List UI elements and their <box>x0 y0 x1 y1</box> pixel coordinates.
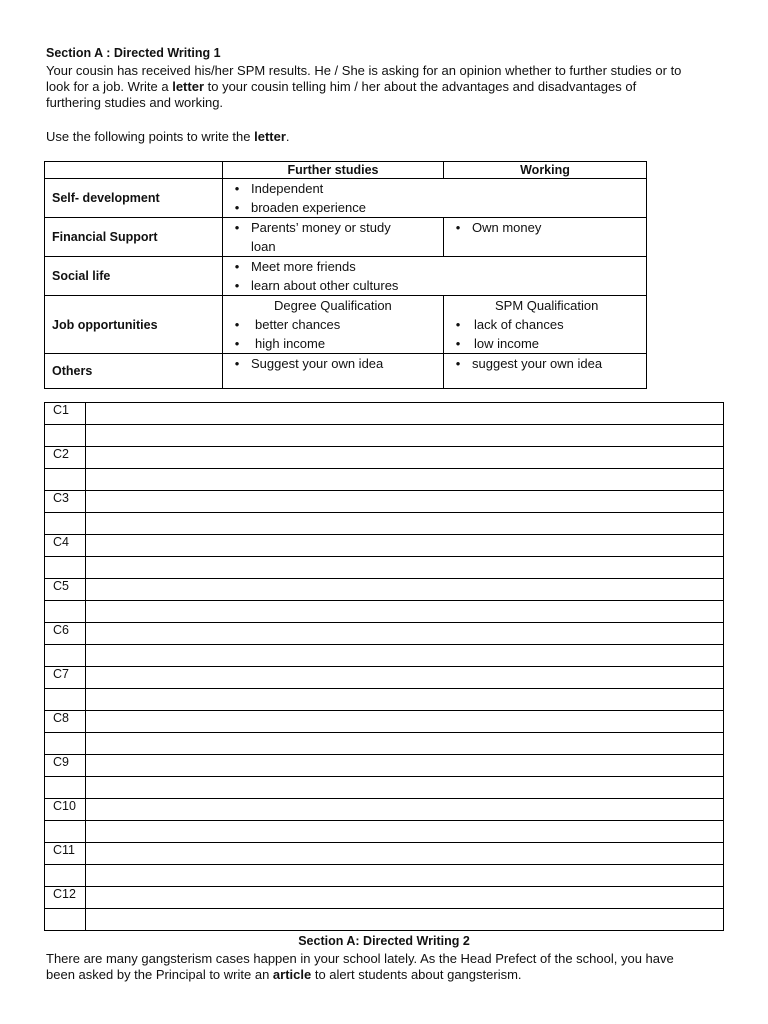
code-label: C12 <box>45 887 86 909</box>
answer-cell[interactable] <box>86 843 724 865</box>
code-label: C5 <box>45 579 86 601</box>
further-cell: Degree Qualification • better chances • high income <box>223 296 444 354</box>
points-row <box>45 257 647 296</box>
coding-row-blank <box>45 513 724 535</box>
code-blank-cell <box>45 689 86 711</box>
points-row <box>45 354 647 389</box>
header-working: Working <box>444 162 647 179</box>
answer-cell[interactable] <box>86 469 724 491</box>
code-blank-cell <box>45 469 86 491</box>
further-cell: • Meet more friends • learn about other cultures <box>223 257 647 296</box>
code-blank-cell <box>45 733 86 755</box>
answer-cell[interactable] <box>86 755 724 777</box>
working-cell: • suggest your own idea <box>444 354 647 389</box>
code-label: C9 <box>45 755 86 777</box>
coding-row-blank <box>45 821 724 843</box>
code-label: C3 <box>45 491 86 513</box>
coding-row-blank <box>45 689 724 711</box>
code-label: C2 <box>45 447 86 469</box>
row-label: Others <box>45 354 223 389</box>
answer-cell[interactable] <box>86 865 724 887</box>
answer-cell[interactable] <box>86 799 724 821</box>
section2-line-1: There are many gangsterism cases happen in your school lately. As the Head Prefect of the school, you have <box>46 951 674 966</box>
further-cell: • Independent • broaden experience <box>223 179 647 218</box>
answer-cell[interactable] <box>86 601 724 623</box>
coding-row <box>45 447 724 469</box>
coding-row <box>45 623 724 645</box>
section1-intro <box>46 63 736 111</box>
answer-cell[interactable] <box>86 887 724 909</box>
coding-row <box>45 491 724 513</box>
coding-row-blank <box>45 733 724 755</box>
section2-line-2: been asked by the Principal to write an article to alert students about gangsterism. <box>46 967 522 982</box>
coding-row <box>45 799 724 821</box>
answer-cell[interactable] <box>86 491 724 513</box>
answer-cell[interactable] <box>86 821 724 843</box>
answer-cell[interactable] <box>86 667 724 689</box>
section1-instruction: Use the following points to write the letter. <box>46 129 290 144</box>
coding-row-blank <box>45 557 724 579</box>
coding-row <box>45 887 724 909</box>
coding-table <box>44 402 724 931</box>
row-label: Self- development <box>45 179 223 218</box>
coding-row-blank <box>45 469 724 491</box>
code-blank-cell <box>45 557 86 579</box>
answer-cell[interactable] <box>86 403 724 425</box>
answer-cell[interactable] <box>86 447 724 469</box>
coding-row <box>45 579 724 601</box>
coding-row <box>45 843 724 865</box>
points-row <box>45 218 647 257</box>
coding-row-blank <box>45 865 724 887</box>
coding-row-blank <box>45 909 724 931</box>
answer-cell[interactable] <box>86 711 724 733</box>
code-blank-cell <box>45 821 86 843</box>
answer-cell[interactable] <box>86 623 724 645</box>
intro-line-2: look for a job. Write a letter to your cousin telling him / her about the advantages and disadvantages of <box>46 79 637 94</box>
code-label: C11 <box>45 843 86 865</box>
further-cell: • Parents’ money or study loan <box>223 218 444 257</box>
answer-cell[interactable] <box>86 909 724 931</box>
intro-line-1: Your cousin has received his/her SPM results. He / She is asking for an opinion whether to further studies or to <box>46 63 682 78</box>
section1-heading: Section A : Directed Writing 1 <box>46 46 221 60</box>
further-cell: • Suggest your own idea <box>223 354 444 389</box>
answer-cell[interactable] <box>86 777 724 799</box>
coding-row <box>45 535 724 557</box>
answer-cell[interactable] <box>86 645 724 667</box>
intro-line-3: furthering studies and working. <box>46 95 224 110</box>
points-table <box>44 161 647 389</box>
header-blank <box>45 162 223 179</box>
code-label: C8 <box>45 711 86 733</box>
coding-row-blank <box>45 601 724 623</box>
coding-row-blank <box>45 645 724 667</box>
code-blank-cell <box>45 425 86 447</box>
answer-cell[interactable] <box>86 535 724 557</box>
code-blank-cell <box>45 645 86 667</box>
coding-row <box>45 403 724 425</box>
code-label: C4 <box>45 535 86 557</box>
answer-cell[interactable] <box>86 513 724 535</box>
coding-row <box>45 667 724 689</box>
points-row <box>45 296 647 354</box>
working-cell: SPM Qualification • lack of chances • low income <box>444 296 647 354</box>
row-label: Social life <box>45 257 223 296</box>
code-blank-cell <box>45 601 86 623</box>
code-blank-cell <box>45 513 86 535</box>
coding-row-blank <box>45 777 724 799</box>
code-blank-cell <box>45 865 86 887</box>
points-header-row <box>45 162 647 179</box>
code-blank-cell <box>45 777 86 799</box>
code-label: C10 <box>45 799 86 821</box>
row-label: Financial Support <box>45 218 223 257</box>
code-label: C1 <box>45 403 86 425</box>
points-row <box>45 179 647 218</box>
section2-heading: Section A: Directed Writing 2 <box>298 934 470 948</box>
code-label: C7 <box>45 667 86 689</box>
row-label: Job opportunities <box>45 296 223 354</box>
coding-row <box>45 755 724 777</box>
answer-cell[interactable] <box>86 733 724 755</box>
code-label: C6 <box>45 623 86 645</box>
coding-row <box>45 711 724 733</box>
answer-cell[interactable] <box>86 425 724 447</box>
working-cell: • Own money <box>444 218 647 257</box>
header-further-studies: Further studies <box>223 162 444 179</box>
code-blank-cell <box>45 909 86 931</box>
answer-cell[interactable] <box>86 579 724 601</box>
coding-row-blank <box>45 425 724 447</box>
answer-cell[interactable] <box>86 557 724 579</box>
answer-cell[interactable] <box>86 689 724 711</box>
section2-intro <box>46 951 736 983</box>
